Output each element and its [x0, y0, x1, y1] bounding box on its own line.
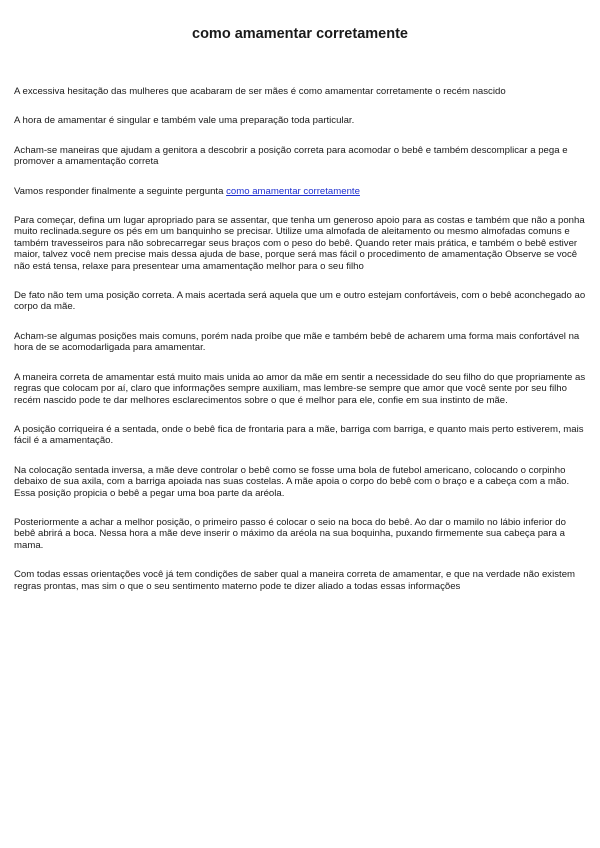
- paragraph-conclusao: Com todas essas orientações você já tem condições de saber qual a maneira correta de amamentar, e que na verdade não existem regras prontas, mas sim o que o seu sentimento materno pode te dizer aliado a todas essas informações: [14, 569, 576, 592]
- paragraph-sentada: A posição corriqueira é a sentada, onde o bebê fica de frontaria para a mãe, barriga com barriga, e quanto mais perto estiverem, mais fácil é a amamentação.: [14, 423, 584, 447]
- paragraph-hora: A hora de amamentar é singular e também vale uma preparação toda particular.: [14, 115, 355, 127]
- paragraph-posicoes-comuns: Acham-se algumas posições mais comuns, porém nada proíbe que mãe e também bebê de acharem uma forma mais confortável na hora de se acomodarligada para amamentar.: [14, 330, 580, 354]
- link-prefix-text: Vamos responder finalmente a seguinte pergunta: [14, 185, 227, 197]
- paragraph-sentada-inversa: Na colocação sentada inversa, a mãe deve controlar o bebê como se fosse uma bola de futebol americano, colocando o corpinho debaixo de sua axila, com a barriga apoiada nas suas costelas. A mãe apoia o corpo do bebê com o braço e a cabeça com a mão. Essa posição propicia o bebê a pegar uma boa parte da aréola.: [14, 464, 570, 499]
- article-link[interactable]: como amamentar corretamente: [226, 185, 360, 197]
- document-body: [14, 86, 586, 610]
- paragraph-comecar: Para começar, defina um lugar apropriado para se assentar, que tenha um generoso apoio para as costas e também que não a ponha muito reclinada.segure os pés em um banquinho se precisar. Utilize uma almofada de aleitamento ou mesmo almofadas comuns e também travesseiros para não sobrecarregar seus braços com o peso do bebê. Quando reter mais prática, e também o bebê estiver maior, talvez você nem precise mais dessa ajuda de base, porque será mas fácil o procedimento de amamentação Observe se você não está tensa, relaxe para presentear uma amamentação melhor para o seu filho: [14, 215, 585, 272]
- page-title: como amamentar corretamente: [192, 26, 408, 42]
- paragraph-link: [14, 186, 586, 197]
- paragraph-posicao-correta: De fato não tem uma posição correta. A mais acertada será aquela que um e outro estejam confortáveis, com o bebê aconchegado ao corpo da mãe.: [14, 290, 586, 313]
- paragraph-primeiro-passo: Posteriormente a achar a melhor posição, o primeiro passo é colocar o seio na boca do bebê. Ao dar o mamilo no lábio inferior do bebê abrirá a boca. Nessa hora a mãe deve inserir o máximo da aréola na sua boquinha, puxando firmemente sua cabeça para a mama.: [14, 516, 566, 551]
- paragraph-intro: A excessiva hesitação das mulheres que acabaram de ser mães é como amamentar corretamente o recém nascido: [14, 86, 506, 97]
- paragraph-maneira-correta: A maneira correta de amamentar está muito mais unida ao amor da mãe em sentir a necessidade do seu filho do que propriamente as regras que colocam por aí, claro que informações sempre auxiliam, mas lembre-se sempre que amor que você sente por seu filho recém nascido pode te dar melhores esclarecimentos sobre o que é melhor para ele, confie em sua instinto de mãe.: [14, 371, 586, 406]
- paragraph-maneiras: Acham-se maneiras que ajudam a genitora a descobrir a posição correta para acomodar o bebê e também descomplicar a pega e promover a amamentação correta: [14, 144, 568, 168]
